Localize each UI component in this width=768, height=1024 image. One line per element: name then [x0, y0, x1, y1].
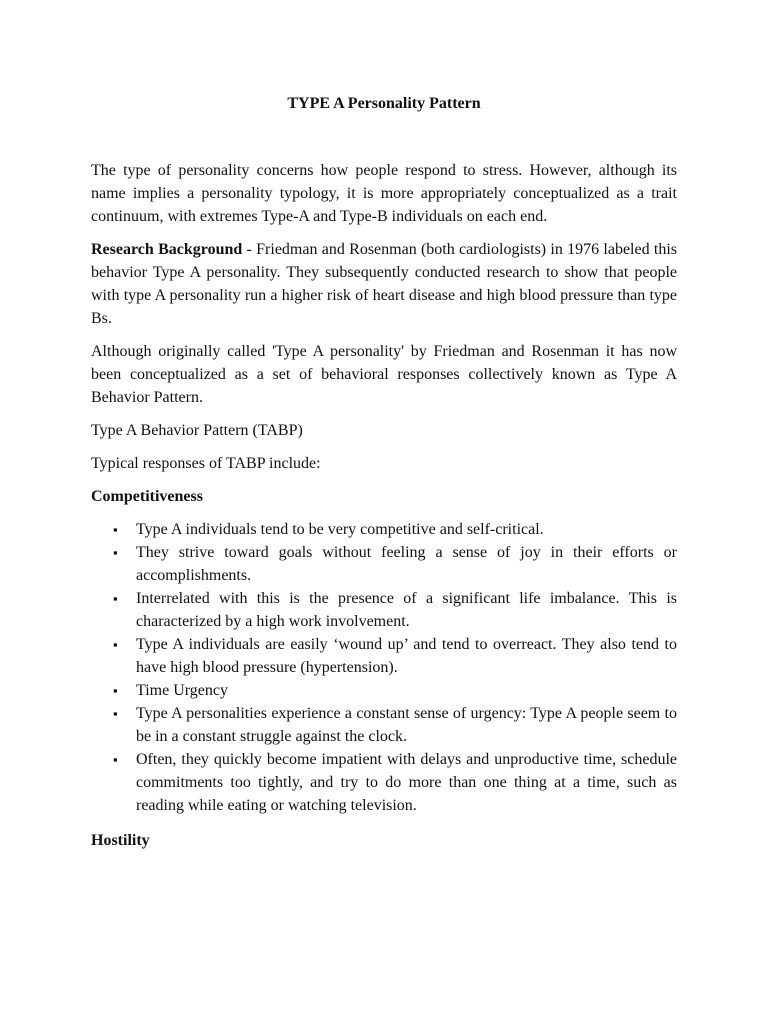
list-item-text: Type A individuals tend to be very competitive and self-critical.: [136, 521, 544, 538]
document-page: [91, 92, 677, 862]
originally-paragraph: Although originally called 'Type A personality' by Friedman and Rosenman it has now been conceptualized as a set of behavioral responses collectively known as Type A Behavior Pattern.: [91, 343, 677, 406]
bullet-icon: ▪: [113, 591, 118, 606]
bullet-icon: ▪: [113, 683, 118, 698]
bullet-icon: ▪: [113, 545, 118, 560]
list-item: [113, 679, 677, 702]
list-item: [113, 748, 677, 817]
list-item-text: Often, they quickly become impatient with delays and unproductive time, schedule commitments too tightly, and try to do more than one thing at a time, such as reading while eating or watching television.: [136, 751, 677, 814]
competitiveness-heading: Competitiveness: [91, 488, 203, 505]
bullet-list: [91, 518, 677, 817]
bullet-icon: ▪: [113, 752, 118, 767]
bullet-icon: ▪: [113, 522, 118, 537]
list-item-text: Type A personalities experience a constant sense of urgency: Type A people seem to be in a constant struggle against the clock.: [136, 705, 677, 745]
list-item-text: They strive toward goals without feeling a sense of joy in their efforts or accomplishments.: [136, 544, 677, 584]
typical-responses-line: Typical responses of TABP include:: [91, 455, 321, 472]
list-item: [113, 633, 677, 679]
list-item-text: Type A individuals are easily ‘wound up’ and tend to overreact. They also tend to have high blood pressure (hypertension).: [136, 636, 677, 676]
research-text: - Friedman and Rosenman (both cardiologists) in 1976 labeled this behavior Type A personality. They subsequently conducted research to show that people with type A personality run a higher risk of heart disease and high blood pressure than type Bs.: [91, 241, 677, 327]
list-item-text: Interrelated with this is the presence of a significant life imbalance. This is characterized by a high work involvement.: [136, 590, 677, 630]
intro-paragraph: The type of personality concerns how people respond to stress. However, although its name implies a personality typology, it is more appropriately conceptualized as a trait continuum, with extremes Type-A and Type-B individuals on each end.: [91, 162, 677, 225]
research-paragraph: [91, 238, 677, 330]
list-item: [113, 518, 677, 541]
hostility-heading: Hostility: [91, 832, 150, 849]
list-item: [113, 541, 677, 587]
list-item: [113, 587, 677, 633]
tabp-line: Type A Behavior Pattern (TABP): [91, 422, 303, 439]
bullet-icon: ▪: [113, 706, 118, 721]
bullet-icon: ▪: [113, 637, 118, 652]
research-label: Research Background: [91, 241, 243, 258]
list-item: [113, 702, 677, 748]
list-item-text: Time Urgency: [136, 682, 228, 699]
document-title: TYPE A Personality Pattern: [287, 95, 481, 112]
